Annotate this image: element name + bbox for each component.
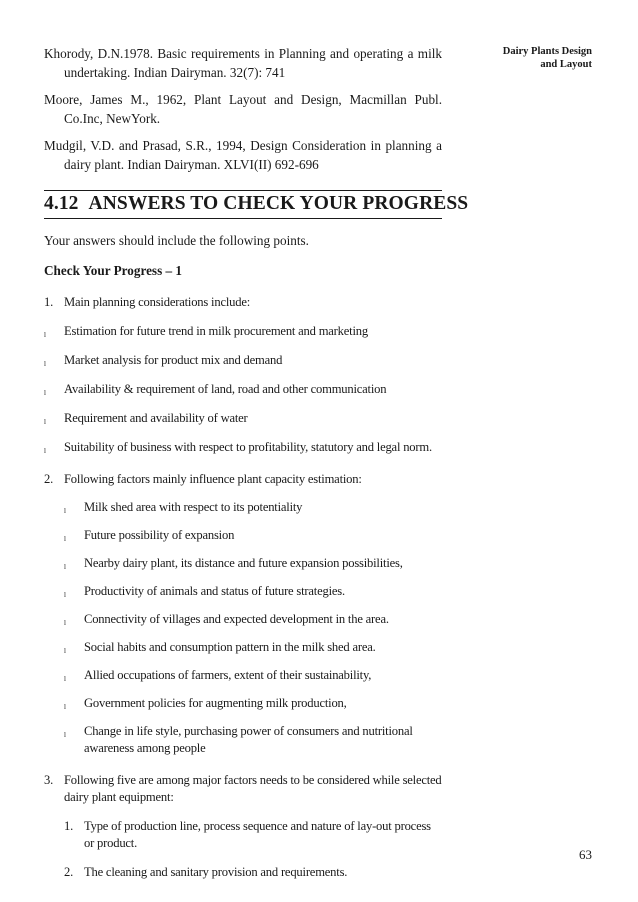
item-number: 3. (44, 773, 54, 787)
answer-item-3 (44, 772, 442, 806)
bullet-icon: l (64, 731, 66, 739)
answer-item-2 (44, 471, 442, 488)
bullet-text: Market analysis for product mix and demand (64, 353, 283, 367)
bullet-item (44, 499, 442, 516)
bullet-item (44, 323, 442, 340)
bullet-icon: l (64, 535, 66, 543)
bullet-item (44, 555, 442, 572)
bullet-icon: l (44, 418, 46, 426)
item-text: Main planning considerations include: (64, 295, 251, 309)
bullet-icon: l (64, 675, 66, 683)
section-heading (44, 190, 469, 219)
bullet-text: Allied occupations of farmers, extent of their sustainability, (84, 668, 372, 682)
bullet-item (44, 611, 442, 628)
bullet-icon: l (64, 591, 66, 599)
bullet-icon: l (44, 331, 46, 339)
bullet-text: Suitability of business with respect to profitability, statutory and legal norm. (64, 440, 432, 454)
bullet-item (44, 381, 442, 398)
sub-item-number: 1. (64, 819, 74, 833)
sub-item-number: 2. (64, 865, 74, 879)
bullet-text: Availability & requirement of land, road and other communication (64, 382, 387, 396)
bullet-text: Nearby dairy plant, its distance and future expansion possibilities, (84, 556, 403, 570)
bullet-item (44, 723, 442, 757)
bullet-text: Future possibility of expansion (84, 528, 235, 542)
bullet-text: Social habits and consumption pattern in the milk shed area. (84, 640, 376, 654)
reference-entry: Khorody, D.N.1978. Basic requirements in Planning and operating a milk undertaking. Indian Dairyman. 32(7): 741 (44, 46, 442, 80)
bullet-icon: l (64, 563, 66, 571)
bullet-item (44, 527, 442, 544)
running-header-line-2: and Layout (540, 59, 592, 70)
bullet-text: Government policies for augmenting milk production, (84, 696, 347, 710)
bullet-item (44, 667, 442, 684)
item-text: Following five are among major factors needs to be considered while selected dairy plant equipment: (64, 773, 442, 804)
item-number: 1. (44, 295, 54, 309)
main-column (44, 44, 469, 881)
sub-item (44, 818, 442, 852)
bullet-text: Milk shed area with respect to its potentiality (84, 500, 303, 514)
bullet-icon: l (64, 703, 66, 711)
bullet-icon: l (64, 647, 66, 655)
section-title: ANSWERS TO CHECK YOUR PROGRESS (88, 193, 469, 214)
bullet-icon: l (44, 360, 46, 368)
bullet-item (44, 583, 442, 600)
bullet-icon: l (64, 619, 66, 627)
answer-item-1 (44, 294, 442, 311)
progress-subheading: Check Your Progress – 1 (44, 263, 182, 278)
bullet-item (44, 410, 442, 427)
running-header-line-1: Dairy Plants Design (502, 46, 592, 57)
bullet-text: Estimation for future trend in milk procurement and marketing (64, 324, 368, 338)
bullet-icon: l (64, 507, 66, 515)
bullet-item (44, 639, 442, 656)
sub-item-text: Type of production line, process sequence and nature of lay-out process or product. (84, 819, 431, 850)
page-number: 63 (579, 847, 592, 862)
bullet-item (44, 439, 442, 456)
reference-entry: Moore, James M., 1962, Plant Layout and Design, Macmillan Publ. Co.Inc, NewYork. (44, 92, 442, 126)
bullet-text: Change in life style, purchasing power of consumers and nutritional awareness among people (84, 724, 413, 755)
bullet-text: Requirement and availability of water (64, 411, 248, 425)
running-header (442, 45, 592, 71)
item-text: Following factors mainly influence plant capacity estimation: (64, 472, 362, 486)
bullet-text: Connectivity of villages and expected development in the area. (84, 612, 389, 626)
reference-entry: Mudgil, V.D. and Prasad, S.R., 1994, Design Consideration in planning a dairy plant. Indian Dairyman. XLVI(II) 692-696 (44, 138, 442, 172)
sub-item-text: The cleaning and sanitary provision and requirements. (84, 865, 348, 879)
bullet-text: Productivity of animals and status of future strategies. (84, 584, 345, 598)
bullet-item (44, 352, 442, 369)
bullet-icon: l (44, 389, 46, 397)
bullet-icon: l (44, 447, 46, 455)
bullet-item (44, 695, 442, 712)
section-number: 4.12 (44, 193, 79, 214)
intro-text: Your answers should include the following points. (44, 233, 309, 248)
item-number: 2. (44, 472, 54, 486)
sub-item (44, 864, 442, 881)
